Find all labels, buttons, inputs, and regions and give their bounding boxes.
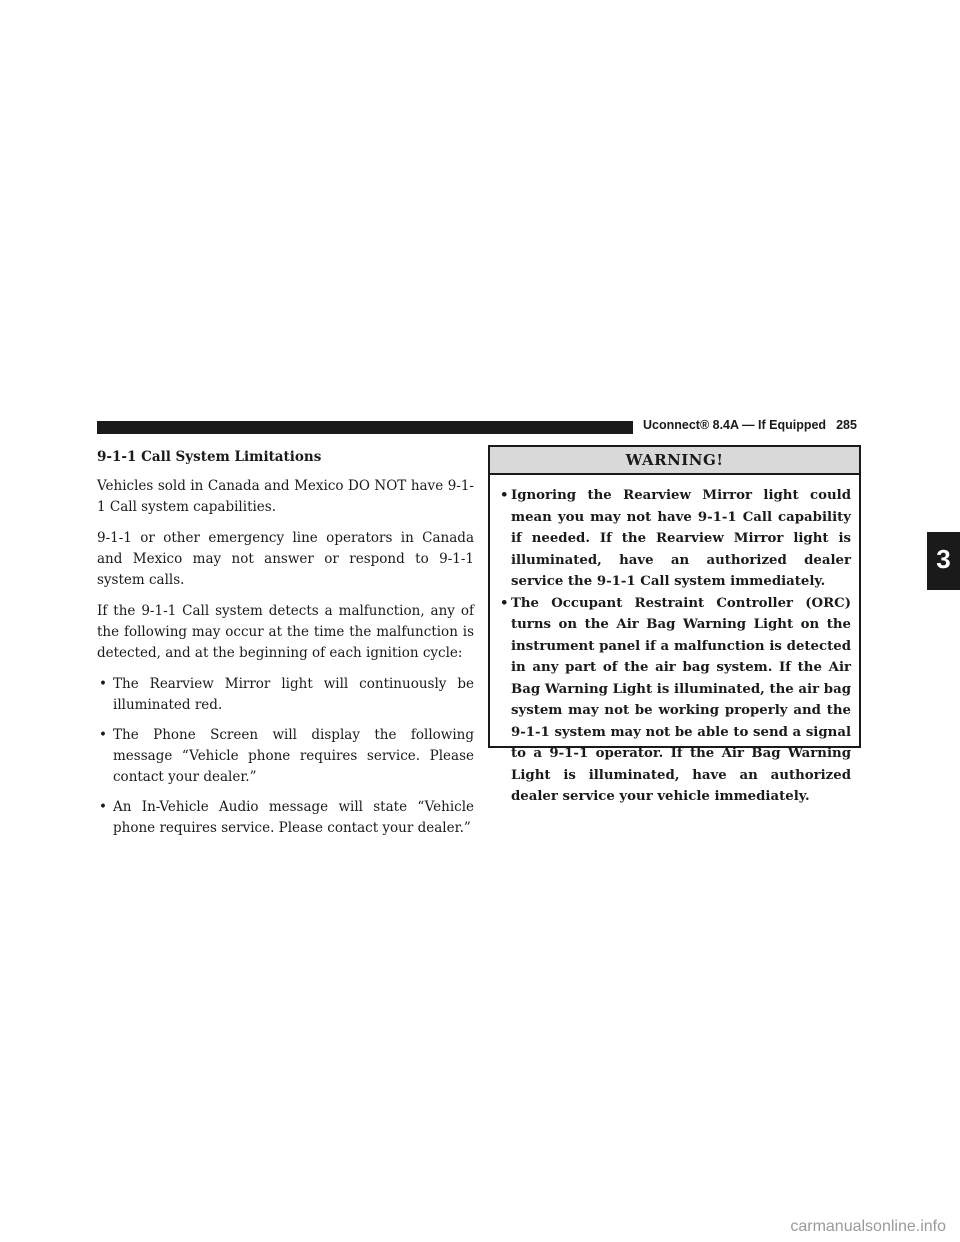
paragraph: If the 9-1-1 Call system detects a malfunction, any of the following may occur at the time the malfunction is detected, and at the beginning of each ignition cycle: xyxy=(97,603,474,661)
header-title: Uconnect® 8.4A — If Equipped xyxy=(643,418,827,432)
header-rule xyxy=(97,421,633,434)
list-item xyxy=(97,674,474,716)
list-item xyxy=(97,725,474,788)
bullet-icon: • xyxy=(500,595,509,611)
bullet-icon: • xyxy=(99,676,107,692)
section-heading: 9-1-1 Call System Limitations xyxy=(97,449,322,465)
bullet-icon: • xyxy=(500,488,509,503)
warning-item-text: The Occupant Restraint Controller (ORC) turns on the Air Bag Warning Light on the instrument panel if a malfunction is detected in any part of the air bag system. If the Air Bag Warning Light is illuminated, the air bag system may not be working properly and the 9-1-1 system may not be able to send a signal to a 9-1-1 operator. If the Air Bag Warning Light is illuminated, have an authorized dealer service your vehicle immediately. xyxy=(511,595,851,804)
chapter-number: 3 xyxy=(936,544,951,574)
malfunction-list xyxy=(97,674,474,839)
warning-item xyxy=(498,593,851,808)
warning-box xyxy=(488,445,861,804)
left-column xyxy=(97,447,474,848)
warning-list xyxy=(490,475,859,808)
paragraph: Vehicles sold in Canada and Mexico DO NOT have 9-1-1 Call system capabilities. xyxy=(97,478,474,515)
list-item-text: An In-Vehicle Audio message will state “Vehicle phone requires service. Please contact your dealer.” xyxy=(113,799,474,836)
list-item-text: The Rearview Mirror light will continuously be illuminated red. xyxy=(113,676,474,713)
list-item xyxy=(97,797,474,839)
paragraph: 9-1-1 or other emergency line operators in Canada and Mexico may not answer or respond to 9-1-1 system calls. xyxy=(97,530,474,588)
running-header xyxy=(643,418,857,432)
bullet-icon: • xyxy=(99,727,107,743)
list-item-text: The Phone Screen will display the following message “Vehicle phone requires service. Please contact your dealer.” xyxy=(113,727,474,785)
bullet-icon: • xyxy=(99,799,107,815)
warning-item xyxy=(498,485,851,593)
warning-item-text: Ignoring the Rearview Mirror light could mean you may not have 9-1-1 Call capability if needed. If the Rearview Mirror light is illuminated, have an authorized dealer service the 9-1-1 Call system immediately. xyxy=(511,488,851,589)
chapter-tab xyxy=(927,532,960,590)
warning-title: WARNING! xyxy=(490,447,859,475)
page-number: 285 xyxy=(836,418,857,432)
watermark: carmanualsonline.info xyxy=(790,1218,946,1235)
